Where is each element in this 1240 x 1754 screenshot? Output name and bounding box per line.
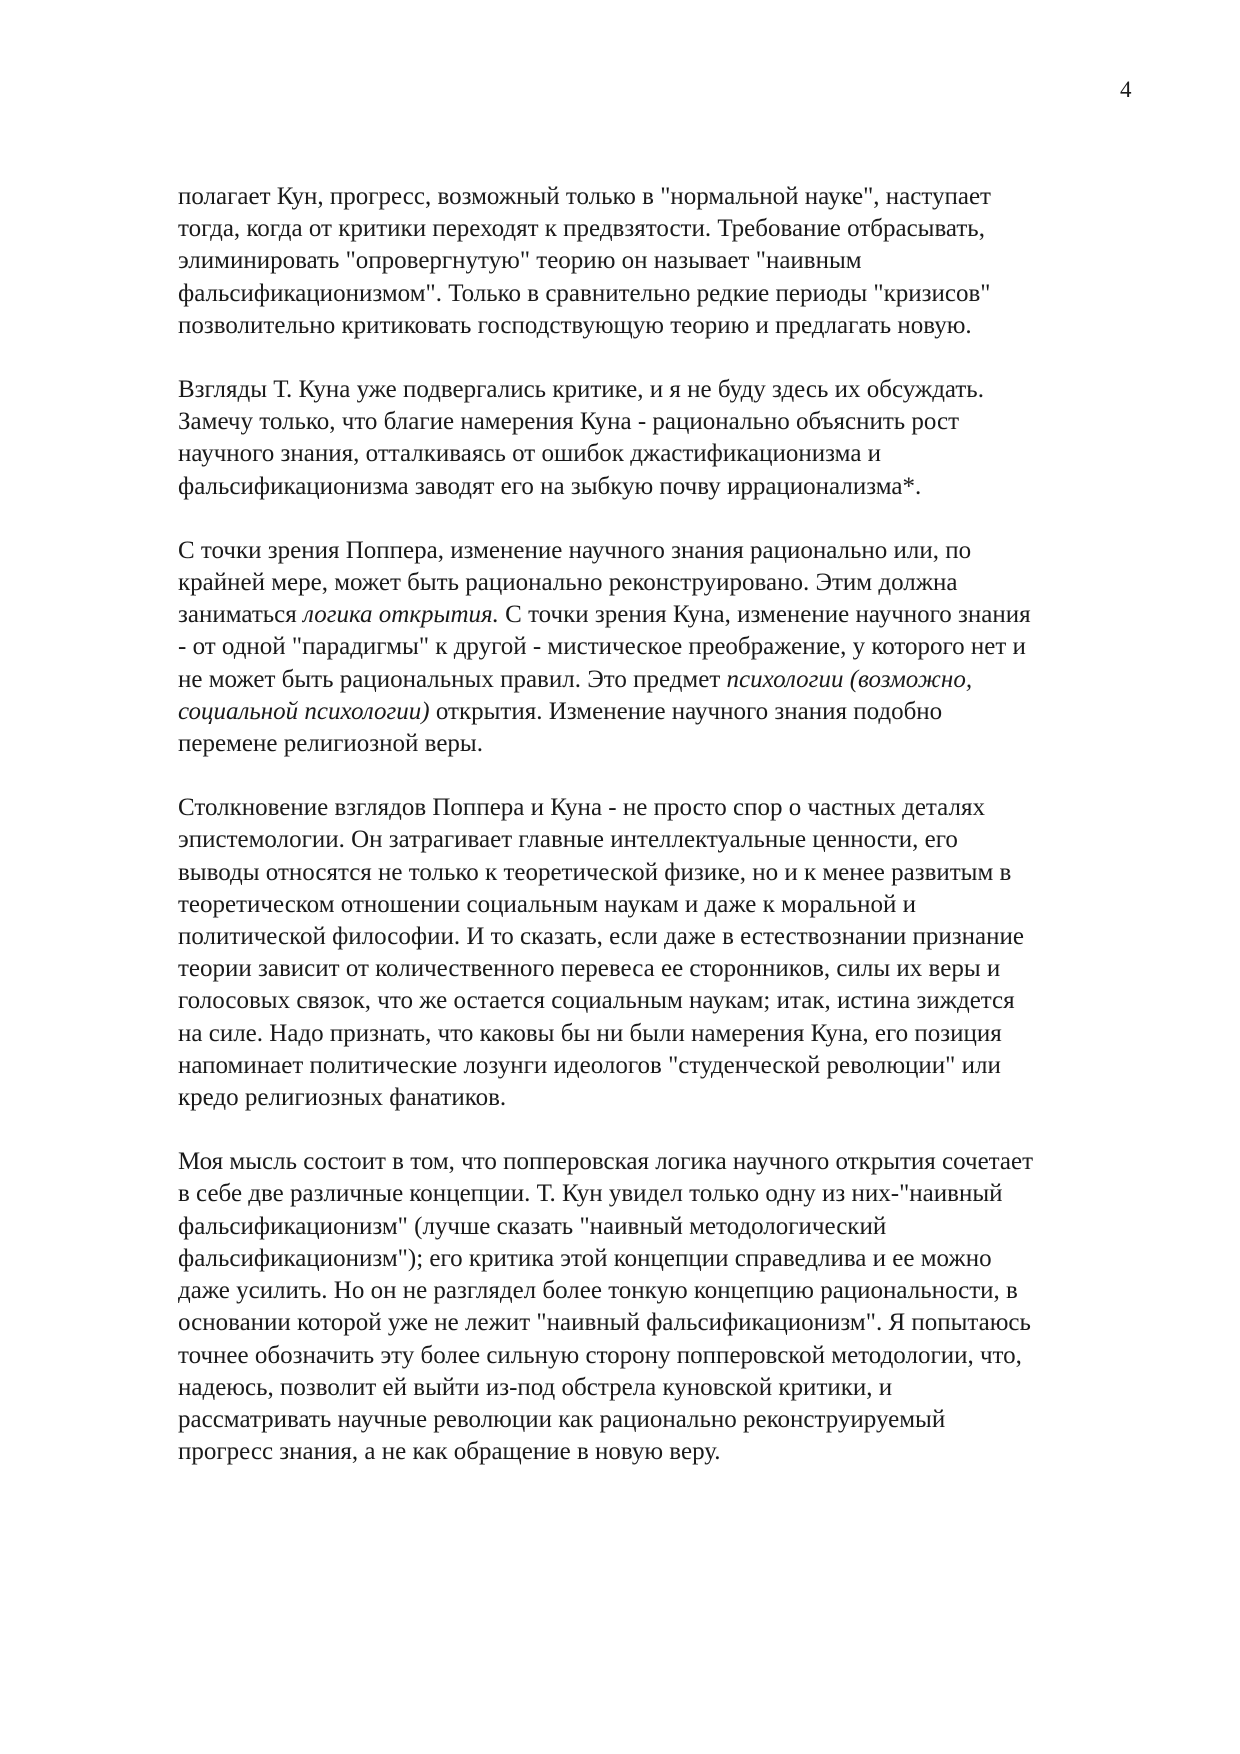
text-line: голосовых связок, что же остается социальным наукам; итак, истина зиждется xyxy=(178,987,1015,1015)
text-line: социальной психологии) открытия. Изменение научного знания подобно xyxy=(178,697,943,725)
text-line: тогда, когда от критики переходят к предвзятости. Требование отбрасывать, xyxy=(178,215,985,243)
text-line: Взгляды Т. Куна уже подвергались критике, и я не буду здесь их обсуждать. xyxy=(178,376,984,404)
page-number: 4 xyxy=(1120,77,1132,102)
text-line: в себе две различные концепции. Т. Кун увидел только одну из них-"наивный xyxy=(178,1180,1003,1208)
text-line: теоретическом отношении социальным наукам и даже к моральной и xyxy=(178,890,916,918)
text-line: позволительно критиковать господствующую теорию и предлагать новую. xyxy=(178,311,972,339)
text-line: выводы относятся не только к теоретической физике, но и к менее развитым в xyxy=(178,858,1012,886)
text-line: прогресс знания, а не как обращение в новую веру. xyxy=(178,1438,721,1466)
text-line: на силе. Надо признать, что каковы бы ни были намерения Куна, его позиция xyxy=(178,1019,1002,1047)
text-line: даже усилить. Но он не разглядел более тонкую концепцию рациональности, в xyxy=(178,1277,1018,1305)
text-line: перемене религиозной веры. xyxy=(178,730,483,758)
paragraph-2 xyxy=(178,374,1158,503)
text-line: Моя мысль состоит в том, что попперовская логика научного открытия сочетает xyxy=(178,1148,1034,1176)
text-line: полагает Кун, прогресс, возможный только в "нормальной науке", наступает xyxy=(178,183,991,210)
text-line: заниматься логика открытия. С точки зрения Куна, изменение научного знания xyxy=(178,601,1031,629)
text-line: фальсификационизм" (лучше сказать "наивный методологический xyxy=(178,1212,887,1240)
body-text xyxy=(178,181,1158,1500)
text-line: научного знания, отталкиваясь от ошибок джастификационизма и xyxy=(178,440,882,468)
paragraph-5 xyxy=(178,1146,1158,1468)
text-line: эпистемологии. Он затрагивает главные интеллектуальные ценности, его xyxy=(178,826,958,854)
text-line: фальсификационизма заводят его на зыбкую почву иррационализма*. xyxy=(178,472,922,500)
paragraph-3 xyxy=(178,535,1158,760)
text-line: теории зависит от количественного перевеса ее сторонников, силы их веры и xyxy=(178,955,1001,983)
text-line: - от одной "парадигмы" к другой - мистическое преображение, у которого нет и xyxy=(178,633,1026,661)
italic-term: социальной психологии) xyxy=(178,697,430,725)
text-line: точнее обозначить эту более сильную сторону попперовской методологии, что, xyxy=(178,1341,1022,1369)
text-line: элиминировать "опровергнутую" теорию он называет "наивным xyxy=(178,247,862,275)
text-line: Столкновение взглядов Поппера и Куна - не просто спор о частных деталях xyxy=(178,794,985,822)
text-line: фальсификационизмом". Только в сравнительно редкие периоды "кризисов" xyxy=(178,279,991,307)
text-line: политической философии. И то сказать, если даже в естествознании признание xyxy=(178,923,1024,951)
text-line: рассматривать научные революции как рационально реконструируемый xyxy=(178,1405,946,1433)
italic-term: психологии (возможно, xyxy=(726,665,973,693)
text-line: надеюсь, позволит ей выйти из-под обстрела куновской критики, и xyxy=(178,1373,893,1401)
text-line: не может быть рациональных правил. Это предмет психологии (возможно, xyxy=(178,665,973,693)
text-line: основании которой уже не лежит "наивный фальсификационизм". Я попытаюсь xyxy=(178,1309,1031,1337)
text-line: напоминает политические лозунги идеологов "студенческой революции" или xyxy=(178,1051,1001,1079)
paragraph-1 xyxy=(178,181,1158,342)
text-line: С точки зрения Поппера, изменение научного знания рационально или, по xyxy=(178,536,972,564)
text-line: Замечу только, что благие намерения Куна - рационально объяснить рост xyxy=(178,408,960,436)
text-line: кредо религиозных фанатиков. xyxy=(178,1084,507,1112)
paragraph-4 xyxy=(178,792,1158,1114)
text-line: крайней мере, может быть рационально реконструировано. Этим должна xyxy=(178,569,958,597)
italic-term: логика открытия. xyxy=(303,601,499,629)
text-line: фальсификационизм"); его критика этой концепции справедлива и ее можно xyxy=(178,1244,992,1272)
